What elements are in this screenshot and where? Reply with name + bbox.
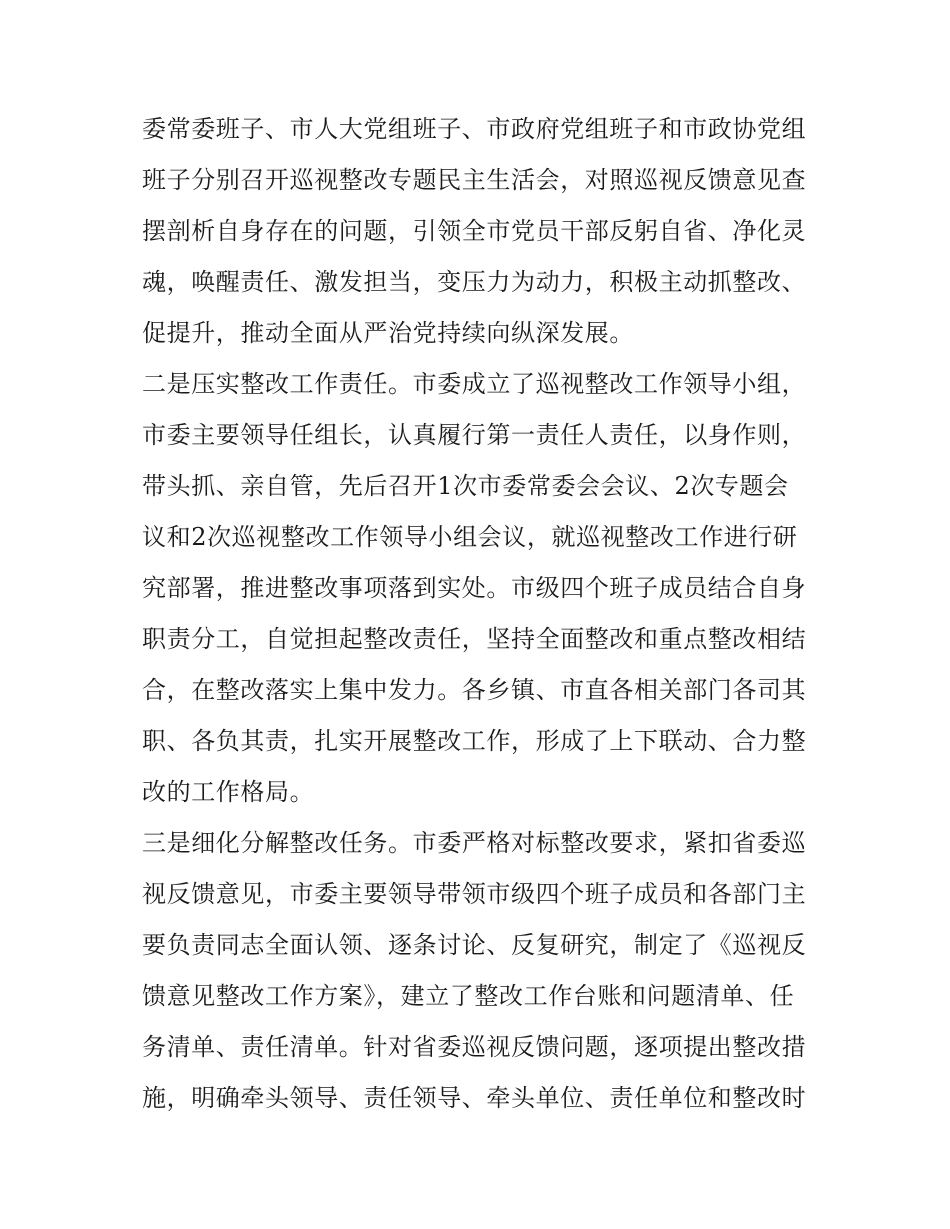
text-line: 职责分工，自觉担起整改责任，坚持全面整改和重点整改相结 — [142, 625, 807, 653]
text-line: 带头抓、亲自管，先后召开1次市委常委会会议、2次专题会 — [142, 472, 789, 500]
text-line: 合，在整改落实上集中发力。各乡镇、市直各相关部门各司其 — [142, 676, 807, 704]
text-line: 委常委班子、市人大党组班子、市政府党组班子和市政协党组 — [142, 115, 807, 143]
text-line: 班子分别召开巡视整改专题民主生活会，对照巡视反馈意见查 — [142, 166, 807, 194]
document-body — [142, 104, 814, 1124]
text-line: 摆剖析自身存在的问题，引领全市党员干部反躬自省、净化灵 — [142, 217, 807, 245]
text-line: 务清单、责任清单。针对省委巡视反馈问题，逐项提出整改措 — [142, 1033, 807, 1061]
text-line: 促提升，推动全面从严治党持续向纵深发展。 — [142, 319, 634, 347]
text-line: 议和2次巡视整改工作领导小组会议，就巡视整改工作进行研 — [142, 523, 798, 551]
text-line: 职、各负其责，扎实开展整改工作，形成了上下联动、合力整 — [142, 727, 807, 755]
text-line: 市委主要领导任组长，认真履行第一责任人责任，以身作则， — [142, 421, 807, 449]
text-line: 馈意见整改工作方案》，建立了整改工作台账和问题清单、任 — [142, 982, 795, 1010]
text-line: 施，明确牵头领导、责任领导、牵头单位、责任单位和整改时 — [142, 1084, 807, 1112]
text-line: 视反馈意见，市委主要领导带领市级四个班子成员和各部门主 — [142, 880, 807, 908]
text-line: 魂，唤醒责任、激发担当，变压力为动力，积极主动抓整改、 — [142, 268, 807, 296]
text-line: 究部署，推进整改事项落到实处。市级四个班子成员结合自身 — [142, 574, 807, 602]
text-line: 二是压实整改工作责任。市委成立了巡视整改工作领导小组， — [142, 370, 807, 398]
text-line: 要负责同志全面认领、逐条讨论、反复研究，制定了《巡视反 — [142, 931, 807, 959]
text-line: 三是细化分解整改任务。市委严格对标整改要求，紧扣省委巡 — [142, 829, 807, 857]
text-line: 改的工作格局。 — [142, 778, 315, 806]
